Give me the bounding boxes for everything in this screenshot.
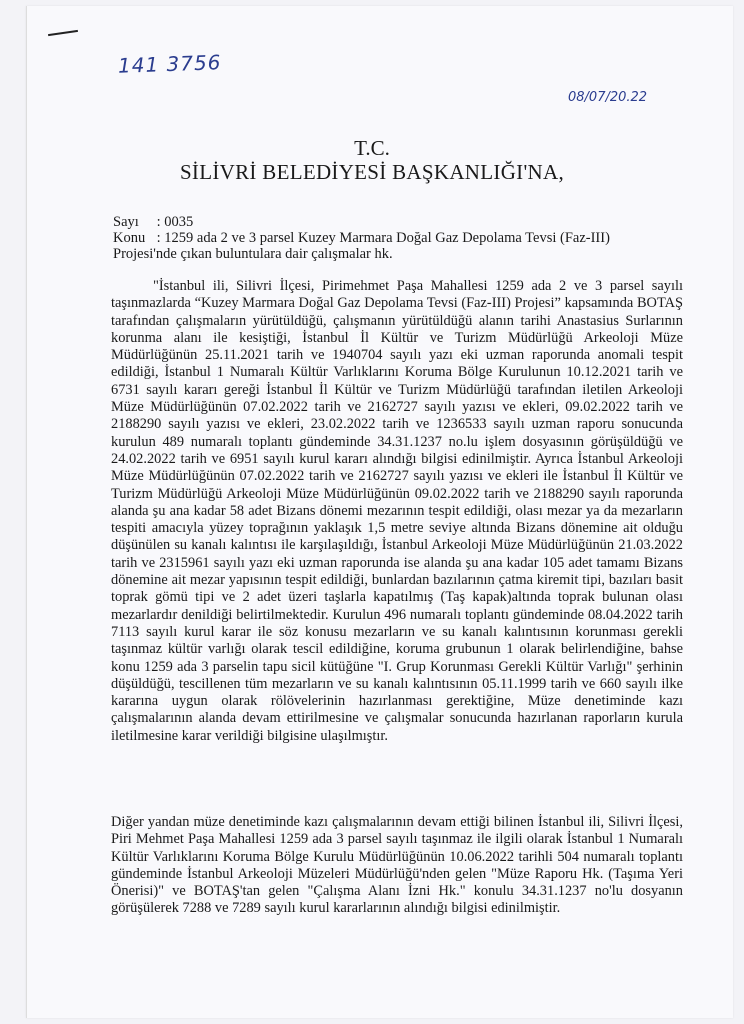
paragraph-main: "İstanbul ili, Silivri İlçesi, Pirimehmet Paşa Mahallesi 1259 ada 2 ve 3 parsel sayılı taşınmazlarda “Kuzey Marmara Doğal Gaz Depolama Tevsi (Faz-III) Projesi” kapsamında BOTAŞ tarafından çalışmaların yürütüldüğü, çalışmanın yürütüldüğü alanın tarihi Anastasius Surlarının korunma alanı ile kesiştiği, İstanbul İl Kültür ve Turizm Müdürlüğü Arkeoloji Müze Müdürlüğünün 25.11.2021 tarih ve 1940704 sayılı yazı eki uzman raporunda anomali tespit edildiği, İstanbul 1 Numaralı Kültür Varlıklarını Koruma Bölge Kurulunun 10.12.2021 tarih ve 6731 sayılı kararı gereği İstanbul İl Kültür ve Turizm Müdürlüğü tarafından iletilen Arkeoloji Müze Müdürlüğünün 07.02.2022 tarih ve 2162727 sayılı yazısı ve ekleri, 09.02.2022 tarih ve 2188290 sayılı yazısı ve ekleri, 23.02.2022 tarih ve 1236533 sayılı uzman raporu sonucunda kurulun 489 numaralı toplantı gündeminde 34.31.1237 no.lu işlem dosyasının görüşüldüğü ve 24.02.2022 tarih ve 6951 sayılı kurul kararı alındığı bilgisi edinilmiştir. Ayrıca İstanbul Arkeoloji Müze Müdürlüğünün 07.02.2022 tarih ve 2162727 sayılı yazısı ve ekleri ile İstanbul İl Kültür ve Turizm Müdürlüğü Arkeoloji Müze Müdürlüğünün 09.02.2022 tarih ve 2188290 sayılı raporunda alanda şu ana kadar 58 adet Bizans dönemi mezarının tespit edildiği, olası mezar ya da mezarların tespiti amacıyla yüzey toprağının yaklaşık 1,5 metre seviye altında Bizans dönemine ait olduğu düşünülen su kanalı kalıntısı ile karşılaşıldığı, İstanbul Arkeoloji Müze Müdürlüğünün 21.03.2022 tarih ve 2315961 sayılı yazı eki uzman raporunda ise alanda şu ana kadar 105 adet tamamı Bizans dönemine ait mezar yapısının tespit edildiği, bunlardan bazılarının çatma kiremit tipi, bazıları basit toprak gömü tipi ve 2 adet üzeri taşlarla kapatılmış (Taş kapak)altında toprak bulunan olası mezarlardır denildiği belirtilmektedir. Kurulun 496 numaralı toplantı gündeminde 08.04.2022 tarih 7113 sayılı kurul karar ile söz konusu mezarların ve su kanalı kalıntısının korunması gerekli taşınmaz kültür varlığı olarak tescil edildiğine, koruma grubunun 1 olarak belirlendiğine, bahse konu 1259 ada 3 parselin tapu sicil kütüğüne "I. Grup Korunması Gerekli Kültür Varlığı" şerhinin düşüldüğü, tescillenen tüm mezarların ve su kanalı kalıntısının 05.11.1999 tarih ve 660 sayılı ilke kararına uygun olarak rölövelerinin hazırlanması gerektiğine, Müze denetiminde kazı çalışmalarının alanda devam ettirilmesine ve çalışmalar sonucunda hazırlanan raporların kurula iletilmesine karar verildiği bilgisine ulaşılmıştır. xyxy=(111,278,683,744)
header-tc: T.C. xyxy=(354,136,390,160)
konu-line-2 xyxy=(113,246,673,262)
konu-value-line2: Projesi'nde çıkan buluntulara dair çalışmalar hk. xyxy=(113,246,393,262)
handwritten-date: 08/07/20.22 xyxy=(568,90,648,105)
sayi-value: : 0035 xyxy=(156,214,194,230)
konu-line xyxy=(113,230,673,246)
handwritten-doc-number: 141 3756 xyxy=(117,50,222,78)
header-addressee: SİLİVRİ BELEDİYESİ BAŞKANLIĞI'NA, xyxy=(179,160,565,184)
sayi-label: Sayı xyxy=(113,214,139,230)
konu-value-line1: : 1259 ada 2 ve 3 parsel Kuzey Marmara Doğal Gaz Depolama Tevsi (Faz-III) xyxy=(156,230,610,246)
sayi-line xyxy=(113,214,673,230)
paragraph-second: Diğer yandan müze denetiminde kazı çalışmalarının devam ettiği bilinen İstanbul ili, Silivri İlçesi, Piri Mehmet Paşa Mahallesi 1259 ada 3 parsel sayılı taşınmaz ile ilgili olarak İstanbul 1 Numaralı Kültür Varlıklarını Koruma Bölge Kurulu Müdürlüğünün 10.06.2022 tarihli 504 numaralı toplantı gündeminde İstanbul Arkeoloji Müzeleri Müdürlüğü'nden gelen "Müze Raporu Hk. (Taşıma Yeri Önerisi)" ve BOTAŞ'tan gelen "Çalışma Alanı İzni Hk." konulu 34.31.1237 no'lu dosyanın görüşülerek 7288 ve 7289 sayılı kurul kararlarının alındığı bilgisi edinilmiştir. xyxy=(111,814,683,917)
konu-label: Konu xyxy=(113,230,146,246)
